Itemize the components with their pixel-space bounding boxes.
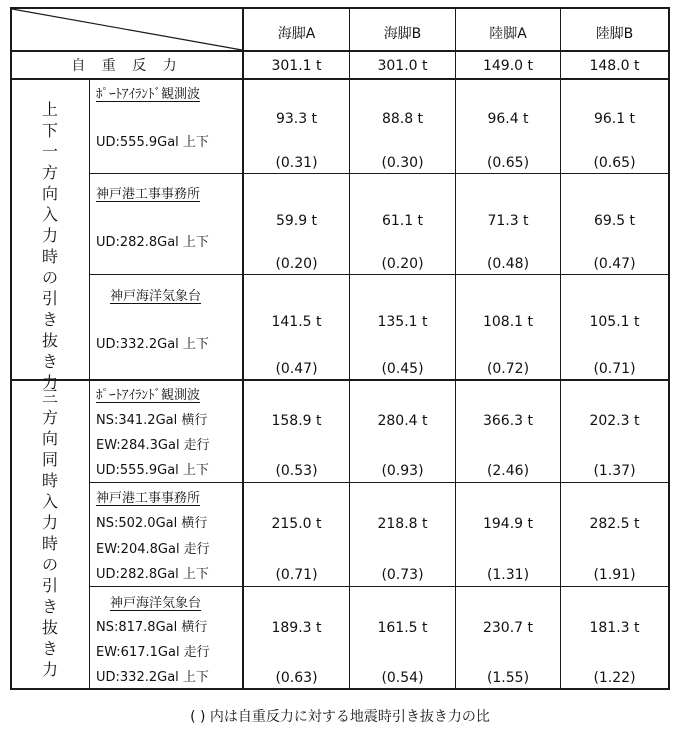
pullout-force: 189.3 t: [271, 620, 322, 636]
pullout-force: 366.3 t: [482, 413, 534, 429]
pullout-force: 96.4 t: [487, 111, 529, 127]
pullout-force: 93.3 t: [275, 111, 318, 127]
pullout-force: 96.1 t: [593, 111, 636, 127]
ratio: (0.20): [381, 256, 424, 272]
wave-spec: UD:282.8Gal 上下: [96, 567, 209, 582]
col-header-kaikyaku-a: 海脚A: [277, 26, 316, 42]
wave-spec: UD:555.9Gal 上下: [96, 135, 209, 150]
pullout-force: 280.4 t: [377, 413, 428, 429]
wave-spec: EW:284.3Gal 走行: [96, 438, 210, 453]
footnote: ( ) 内は自重反力に対する地震時引き抜き力の比: [190, 709, 490, 725]
col-header-kaikyaku-b: 海脚B: [383, 26, 422, 42]
wave-spec: UD:332.2Gal 上下: [96, 337, 209, 352]
pullout-force: 181.3 t: [589, 620, 640, 636]
ratio: (0.93): [381, 463, 424, 479]
ratio: (0.45): [381, 361, 424, 377]
pullout-force: 59.9 t: [275, 213, 318, 229]
pullout-force: 135.1 t: [377, 314, 428, 330]
ratio: (1.22): [593, 670, 636, 686]
ratio: (0.65): [593, 155, 636, 171]
ratio: (0.48): [486, 256, 530, 272]
station-name: 神戸港工事事務所: [96, 491, 201, 506]
ratio: (1.31): [486, 567, 530, 583]
ratio: (0.65): [486, 155, 530, 171]
ratio: (1.91): [593, 567, 636, 583]
col-header-rikukyaku-a: 陸脚A: [489, 26, 527, 42]
wave-spec: EW:617.1Gal 走行: [96, 645, 210, 660]
station-name: 神戸港工事事務所: [96, 187, 201, 202]
pullout-force: 69.5 t: [593, 213, 636, 229]
dead-load-label: 自 重 反 力: [71, 58, 183, 74]
wave-spec: UD:282.8Gal 上下: [96, 235, 209, 250]
ratio: (0.31): [275, 155, 318, 171]
wave-spec: UD:332.2Gal 上下: [96, 670, 209, 685]
pullout-force: 230.7 t: [482, 620, 534, 636]
wave-spec: EW:204.8Gal 走行: [96, 542, 210, 557]
ratio: (0.47): [593, 256, 636, 272]
station-name: 神戸海洋気象台: [110, 596, 202, 611]
pullout-force: 105.1 t: [589, 314, 640, 330]
wave-spec: NS:341.2Gal 横行: [96, 413, 208, 428]
wave-spec: NS:817.8Gal 横行: [96, 620, 208, 635]
dead-load-value: 301.0 t: [377, 58, 428, 74]
station-name: ﾎﾟｰﾄｱｲﾗﾝﾄﾞ観測波: [96, 87, 201, 102]
ratio: (0.30): [381, 155, 424, 171]
pullout-force: 108.1 t: [482, 314, 534, 330]
pullout-force: 71.3 t: [487, 213, 529, 229]
ratio: (2.46): [486, 463, 530, 479]
dead-load-value: 301.1 t: [271, 58, 322, 74]
wave-spec: UD:555.9Gal 上下: [96, 463, 209, 478]
ratio: (0.54): [381, 670, 424, 686]
pullout-force: 282.5 t: [589, 516, 640, 532]
wave-spec: NS:502.0Gal 横行: [96, 516, 208, 531]
dead-load-value: 148.0 t: [589, 58, 640, 74]
pullout-force: 202.3 t: [589, 413, 640, 429]
pullout-force: 158.9 t: [271, 413, 322, 429]
group-title-three-direction-input: 三方向同時入力時の引き抜き力: [41, 387, 58, 679]
group-title-vertical-input: 上下一方向入力時の引き抜き力: [41, 100, 58, 392]
dead-load-value: 149.0 t: [482, 58, 534, 74]
station-name: ﾎﾟｰﾄｱｲﾗﾝﾄﾞ観測波: [96, 388, 201, 403]
ratio: (0.20): [275, 256, 318, 272]
pullout-force: 194.9 t: [482, 516, 534, 532]
ratio: (0.63): [275, 670, 318, 686]
ratio: (0.53): [275, 463, 318, 479]
ratio: (0.73): [381, 567, 424, 583]
ratio: (1.37): [593, 463, 636, 479]
pullout-force: 61.1 t: [381, 213, 424, 229]
results-table: [10, 7, 670, 690]
header-diagonal: [10, 7, 244, 52]
pullout-force: 215.0 t: [271, 516, 322, 532]
pullout-force: 218.8 t: [377, 516, 428, 532]
ratio: (0.71): [593, 361, 636, 377]
pullout-force: 88.8 t: [381, 111, 424, 127]
ratio: (0.72): [486, 361, 530, 377]
pullout-force: 161.5 t: [377, 620, 428, 636]
ratio: (1.55): [486, 670, 530, 686]
ratio: (0.47): [275, 361, 318, 377]
pullout-force: 141.5 t: [271, 314, 322, 330]
ratio: (0.71): [275, 567, 318, 583]
col-header-rikukyaku-b: 陸脚B: [595, 26, 634, 42]
station-name: 神戸海洋気象台: [110, 289, 202, 304]
